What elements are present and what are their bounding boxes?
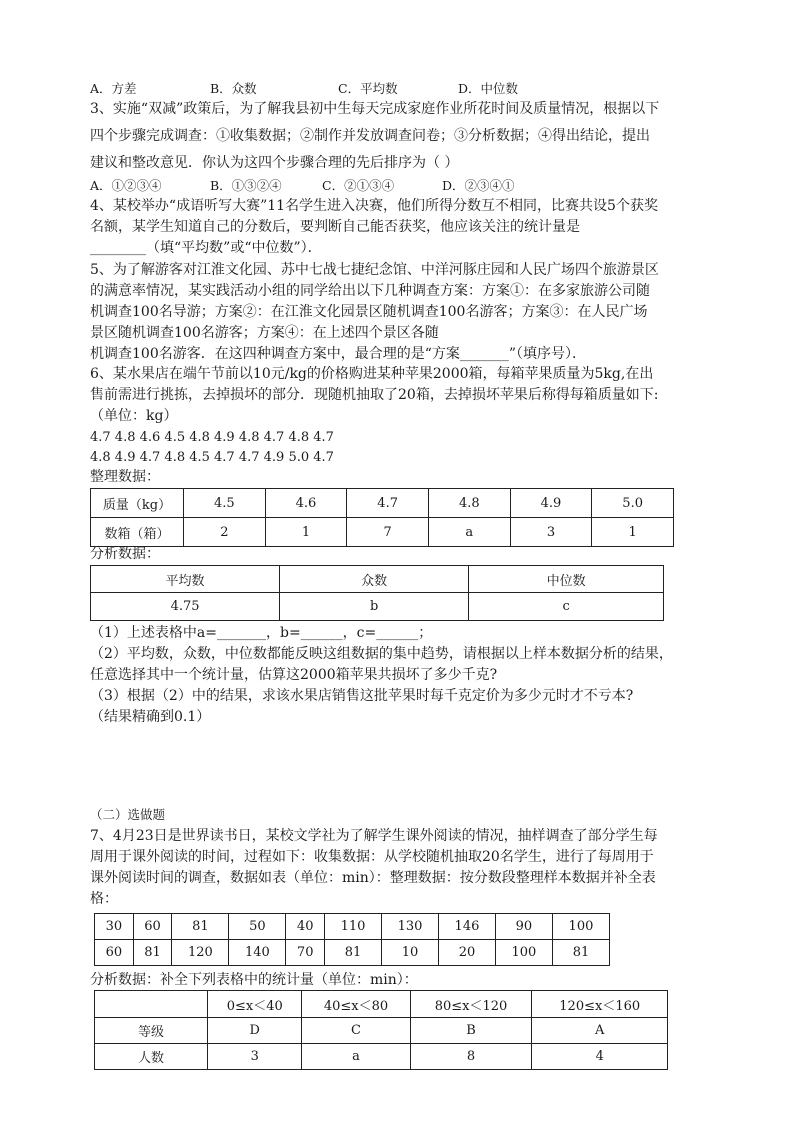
q7-line: 格： — [90, 891, 118, 907]
table-header-cell: 平均数 — [91, 566, 280, 593]
table-header-cell — [95, 991, 208, 1018]
table-cell: 130 — [382, 914, 439, 940]
table-cell: b — [280, 593, 469, 621]
table-cell: 3 — [208, 1044, 302, 1070]
table-cell: 100 — [495, 940, 552, 966]
table-cell: 7 — [347, 518, 429, 547]
q7-reading-time-table — [94, 913, 610, 966]
q6-line: 6、某水果店在端午节前以10元/kg的价格购进某种苹果2000箱，每箱苹果质量为5kg,在出 — [90, 366, 654, 382]
q2-option-c: C．平均数 — [338, 81, 398, 96]
table-cell: 1 — [265, 518, 347, 547]
table-cell: 等级 — [95, 1018, 208, 1044]
q7-grade-table — [94, 990, 668, 1070]
q6-mass-table — [90, 488, 674, 547]
table-header-cell: 120≤x＜160 — [532, 991, 668, 1018]
q5-line: 的满意率情况，某实践活动小组的同学给出以下几种调查方案：方案①：在多家旅游公司随 — [90, 283, 650, 299]
table-cell: 2 — [184, 518, 266, 547]
q6-line: 售前需进行挑拣，去掉损坏的部分．现随机抽取了20箱，去掉损坏苹果后称得每箱质量如下: — [90, 387, 659, 403]
table-cell: 人数 — [95, 1044, 208, 1070]
table-cell: 120 — [172, 940, 229, 966]
q3-line: 四个步骤完成调查：①收集数据；②制作并发放调查问卷；③分析数据；④得出结论，提出 — [90, 128, 650, 144]
q5-line: 景区随机调查100名游客；方案④：在上述四个景区各随 — [90, 325, 439, 341]
table-header-cell: 众数 — [280, 566, 469, 593]
table-header-cell: 40≤x＜80 — [302, 991, 410, 1018]
q7-analyze-label: 分析数据：补全下列表格中的统计量（单位：min）： — [90, 972, 418, 988]
table-cell: 4.9 — [510, 489, 592, 518]
q2-option-b: B．众数 — [210, 81, 257, 96]
table-cell: 40 — [286, 914, 325, 940]
section-title: （二）选做题 — [90, 807, 166, 822]
table-cell: 4.7 — [347, 489, 429, 518]
q6-question: （1）上述表格中a=_______，b=______，c=______； — [90, 625, 433, 641]
table-cell: 81 — [133, 940, 172, 966]
q2-option-a: A．方差 — [90, 81, 137, 96]
table-cell: 100 — [552, 914, 609, 940]
q5-line: 5、为了解游客对江淮文化园、苏中七战七捷纪念馆、中洋河豚庄园和人民广场四个旅游景区 — [90, 262, 659, 278]
q6-question: （2）平均数，众数，中位数都能反映这组数据的集中趋势，请根据以上样本数据分析的结果， — [90, 646, 673, 662]
table-cell: 数箱（箱） — [91, 518, 184, 547]
table-cell: A — [532, 1018, 668, 1044]
table-cell: 60 — [133, 914, 172, 940]
table-cell: 60 — [95, 940, 134, 966]
q6-analyze-label: 分析数据： — [90, 546, 160, 562]
table-cell: 4.6 — [265, 489, 347, 518]
table-cell: D — [208, 1018, 302, 1044]
table-header-cell: 中位数 — [469, 566, 664, 593]
table-cell: 81 — [325, 940, 382, 966]
table-cell: 4 — [532, 1044, 668, 1070]
q6-data-row: 4.8 4.9 4.7 4.8 4.5 4.7 4.7 4.9 5.0 4.7 — [90, 450, 334, 465]
q6-stats-table — [90, 565, 664, 621]
table-cell: 5.0 — [592, 489, 674, 518]
table-cell: 146 — [438, 914, 495, 940]
table-cell: 50 — [229, 914, 286, 940]
q7-line: 课外阅读时间的调查，数据如表（单位：min）：整理数据：按分数段整理样本数据并补全表 — [90, 870, 656, 886]
q6-question: （结果精确到0.1） — [90, 709, 211, 725]
q6-organize-label: 整理数据： — [90, 469, 160, 485]
table-cell: 1 — [592, 518, 674, 547]
q4-line: ________（填“平均数”或“中位数”）． — [90, 240, 322, 256]
table-cell: 30 — [95, 914, 134, 940]
q3-option-c: C．②①③④ — [322, 178, 395, 193]
q3-option-d: D．②③④① — [442, 178, 515, 193]
q3-line: 3、实施“双减”政策后，为了解我县初中生每天完成家庭作业所花时间及质量情况，根据以下 — [90, 101, 660, 117]
q6-line: （单位：kg） — [90, 408, 178, 424]
q2-option-d: D．中位数 — [458, 81, 519, 96]
table-cell: 70 — [286, 940, 325, 966]
table-cell: 81 — [552, 940, 609, 966]
q3-option-b: B．①③②④ — [210, 178, 282, 193]
table-cell: 81 — [172, 914, 229, 940]
table-cell: 3 — [510, 518, 592, 547]
q6-question: （3）根据（2）中的结果，求该水果店销售这批苹果时每千克定价为多少元时才不亏本? — [90, 688, 634, 704]
table-cell: 140 — [229, 940, 286, 966]
table-cell: B — [410, 1018, 532, 1044]
q5-line: 机调查100名导游；方案②：在江淮文化园景区随机调查100名游客；方案③：在人民广场 — [90, 304, 648, 320]
q4-line: 4、某校举办“成语听写大赛”11名学生进入决赛，他们所得分数互不相同，比赛共设5个获奖 — [90, 198, 658, 214]
table-cell: 4.8 — [428, 489, 510, 518]
table-cell: c — [469, 593, 664, 621]
table-cell: 4.5 — [184, 489, 266, 518]
table-cell: 90 — [495, 914, 552, 940]
q4-line: 名额，某学生知道自己的分数后，要判断自己能否获奖，他应该关注的统计量是 — [90, 219, 580, 235]
table-cell: 20 — [438, 940, 495, 966]
q6-data-row: 4.7 4.8 4.6 4.5 4.8 4.9 4.8 4.7 4.8 4.7 — [90, 430, 334, 445]
table-cell: a — [428, 518, 510, 547]
q5-line: 机调查100名游客．在这四种调查方案中，最合理的是“方案_______”（填序号）． — [90, 346, 587, 362]
table-cell: 110 — [325, 914, 382, 940]
q3-option-a: A．①②③④ — [90, 178, 162, 193]
table-cell: 质量（kg） — [91, 489, 184, 518]
q3-line: 建议和整改意见．你认为这四个步骤合理的先后排序为（ ） — [90, 155, 459, 171]
table-header-cell: 0≤x＜40 — [208, 991, 302, 1018]
q7-line: 7、4月23日是世界读书日，某校文学社为了解学生课外阅读的情况，抽样调查了部分学生每 — [90, 828, 658, 844]
q6-question: 任意选择其中一个统计量，估算这2000箱苹果共损坏了多少千克? — [90, 667, 498, 683]
table-cell: a — [302, 1044, 410, 1070]
table-cell: 8 — [410, 1044, 532, 1070]
table-cell: C — [302, 1018, 410, 1044]
table-cell: 10 — [382, 940, 439, 966]
table-cell: 4.75 — [91, 593, 280, 621]
table-header-cell: 80≤x＜120 — [410, 991, 532, 1018]
q7-line: 周用于课外阅读的时间，过程如下：收集数据：从学校随机抽取20名学生，进行了每周用于 — [90, 849, 654, 865]
